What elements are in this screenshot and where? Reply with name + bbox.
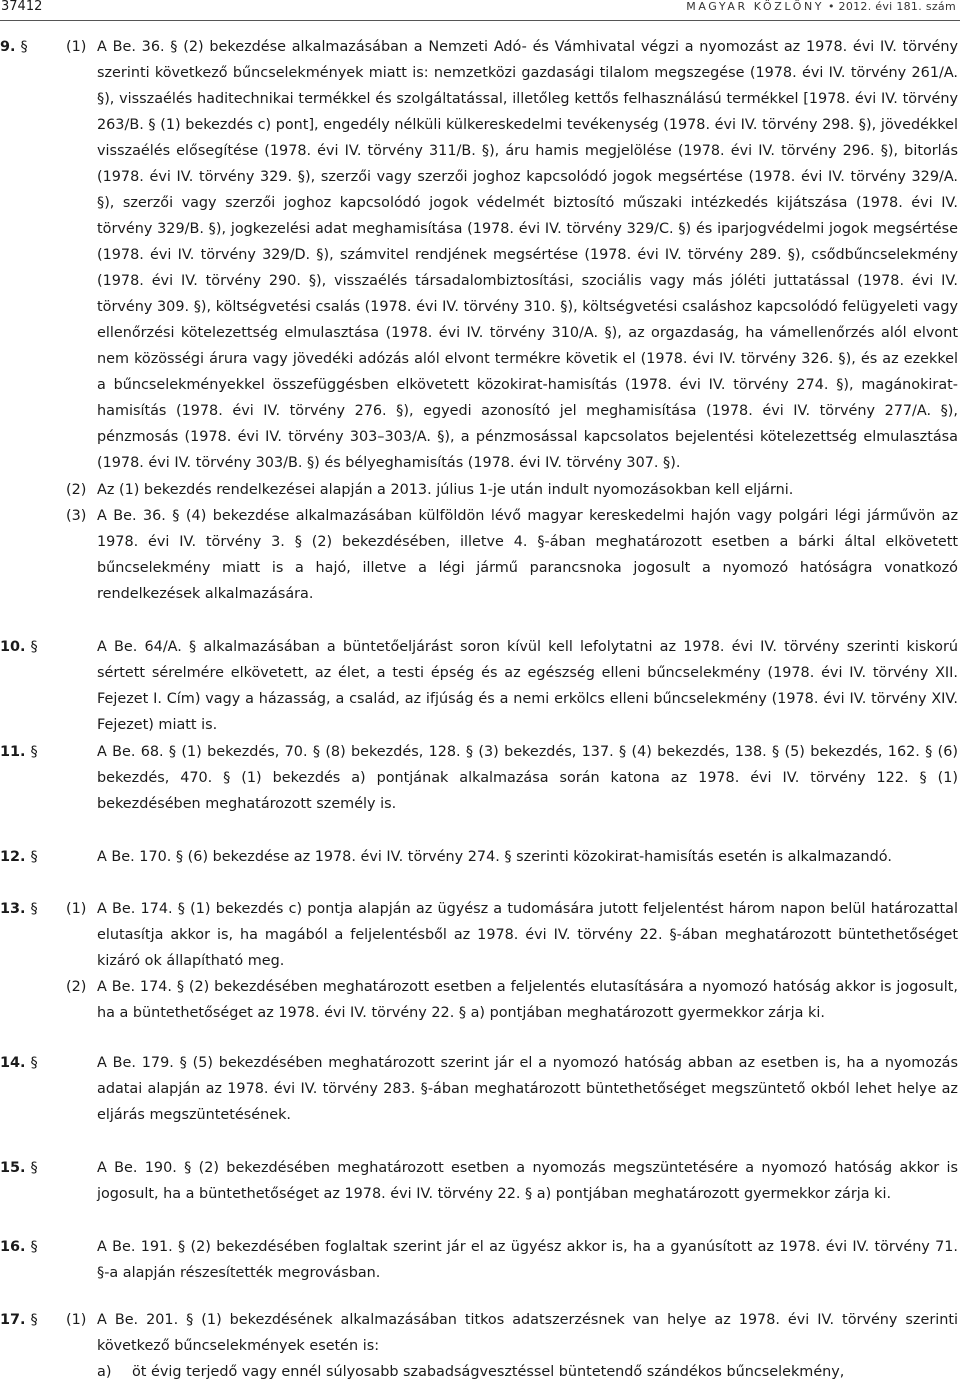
section-text: A Be. 179. § (5) bekezdésében meghatározott szerint jár el a nyomozó hatóság abban az esetben is, ha a nyomozás adatai alapján az 1978. évi IV. törvény 283. §-ában meghatározott büntethetőséget megszüntető okból lehet helye az eljárás megszüntetésének. — [97, 1055, 958, 1123]
section-number: 12. § — [0, 849, 38, 865]
section-text: A Be. 190. § (2) bekezdésében meghatározott esetben a nyomozás megszüntetésére a nyomozó hatóság akkor is jogosult, ha a büntethetőséget az 1978. évi IV. törvény 22. § a) pontjában meghatározott gyermekkor zárja ki. — [97, 1160, 958, 1202]
journal-title: MAGYAR KÖZLÖNY — [686, 0, 825, 13]
page-header — [0, 0, 960, 24]
section-number: 16. § — [0, 1239, 38, 1255]
section-number: 14. § — [0, 1055, 38, 1071]
subsection-label: (3) — [66, 508, 87, 524]
subsection-text: A Be. 36. § (2) bekezdése alkalmazásában a Nemzeti Adó- és Vámhivatal végzi a nyomozást az 1978. évi IV. törvény szerinti következő bűncselekmények miatt is: nemzetközi gazdasági tilalom megszegése (1978. évi IV. törvény 261/A. §), visszaélés haditechnikai termékkel és szolgáltatással, illetőleg kettős felhasználású termékkel [1978. évi IV. törvény 263/B. § (1) bekezdés c) pont], engedély nélküli külkereskedelmi tevékenység (1978. évi IV. törvény 298. §), jövedékkel visszaélés elősegítése (1978. évi IV. törvény 311/B. §), áru hamis megjelölése (1978. évi IV. törvény 296. §), bitorlás (1978. évi IV. törvény 329. §), szerzői vagy szerzői joghoz kapcsolódó jogok megsértése (1978. évi IV. törvény 329/A. §), szerzői vagy szerzői joghoz kapcsolódó jogok védelmét biztosító műszaki intézkedés kijátszása (1978. évi IV. törvény 329/B. §), jogkezelési adat meghamisítása (1978. évi IV. törvény 329/C. §) és iparjogvédelmi jogok megsértése (1978. évi IV. törvény 329/D. §), számvitel rendjének megsértése (1978. évi IV. törvény 289. §), csődbűncselekmény (1978. évi IV. törvény 290. §), visszaélés társadalombiztosítási, szociális vagy más jóléti juttatással (1978. évi IV. törvény 309. §), költségvetési csalás (1978. évi IV. törvény 310. §), költségvetési csaláshoz kapcsolódó felügyeleti vagy ellenőrzési kötelezettség elmulasztása (1978. évi IV. törvény 310/A. §), az orgazdaság, ha vámellenőrzés alól elvont nem közösségi árura vagy jövedéki adózás alól elvont termékre követik el (1978. évi IV. törvény 326. §), és az ezekkel a bűncselekményekkel összefüggésben elkövetett közokirat-hamisítás (1978. évi IV. törvény 274. §), magánokirat-hamisítás (1978. évi IV. törvény 276. §), egyedi azonosító jel meghamisítása (1978. évi IV. törvény 277/A. §), pénzmosás (1978. évi IV. törvény 303–303/A. §), a pénzmosással kapcsolatos bejelentési kötelezettség elmulasztása (1978. évi IV. törvény 303/B. §) és bélyeghamisítás (1978. évi IV. törvény 307. §). — [97, 39, 958, 471]
journal-meta: • 2012. évi 181. szám — [827, 0, 956, 13]
section-text: A Be. 68. § (1) bekezdés, 70. § (8) bekezdés, 128. § (3) bekezdés, 137. § (4) bekezdés, 138. § (5) bekezdés, 162. § (6) bekezdés, 470. § (1) bekezdés a) pontjának alkalmazása során katona az 1978. évi IV. törvény 122. § (1) bekezdésében meghatározott személy is. — [97, 744, 958, 812]
subsection-label: (1) — [66, 39, 87, 55]
subsection-text: A Be. 201. § (1) bekezdésének alkalmazásában titkos adatszerzésnek van helye az 1978. évi IV. törvény szerinti következő bűncselekmények esetén is: — [97, 1312, 958, 1354]
section-number: 13. § — [0, 901, 38, 917]
section-number: 11. § — [0, 744, 38, 760]
item-text: öt évig terjedő vagy ennél súlyosabb szabadságvesztéssel büntetendő szándékos bűncselekmény, — [132, 1364, 845, 1380]
section-number: 10. § — [0, 639, 38, 655]
running-head — [686, 0, 956, 20]
subsection-text: A Be. 174. § (2) bekezdésében meghatározott esetben a feljelentés elutasítására a nyomozó hatóság akkor is jogosult, ha a büntethetőséget az 1978. évi IV. törvény 22. § a) pontjában meghatározott gyermekkor zárja ki. — [97, 979, 958, 1021]
item-letter: a) — [97, 1364, 112, 1380]
section-text: A Be. 170. § (6) bekezdése az 1978. évi IV. törvény 274. § szerinti közokirat-hamisítás esetén is alkalmazandó. — [97, 849, 892, 865]
section-text: A Be. 64/A. § alkalmazásában a büntetőeljárást soron kívül kell lefolytatni az 1978. évi IV. törvény szerinti kiskorú sértett sérelmére elkövetett, az élet, a testi épség és az egészség elleni bűncselekmény (1978. évi IV. törvény XII. Fejezet I. Cím) vagy a házasság, a család, az ifjúság és a nemi erkölcs elleni bűncselekmény (1978. évi IV. törvény XIV. Fejezet) miatt is. — [97, 639, 958, 733]
subsection-label: (2) — [66, 979, 87, 995]
section-number: 17. § — [0, 1312, 38, 1328]
section-number: 9. § — [0, 39, 28, 55]
header-rule — [0, 20, 960, 21]
subsection-text: A Be. 36. § (4) bekezdése alkalmazásában külföldön lévő magyar kereskedelmi hajón vagy polgári légi járművön az 1978. évi IV. törvény 3. § (2) bekezdésében, illetve 4. §-ában meghatározott esetben a bárki által elkövetett bűncselekmény miatt is a hajó, illetve a légi jármű parancsnoka jogosult a nyomozó hatóságra vonatkozó rendelkezések alkalmazására. — [97, 508, 958, 602]
section-number: 15. § — [0, 1160, 38, 1176]
subsection-label: (1) — [66, 901, 87, 917]
subsection-text: Az (1) bekezdés rendelkezései alapján a 2013. július 1-je után indult nyomozásokban kell eljárni. — [97, 482, 794, 498]
subsection-label: (1) — [66, 1312, 87, 1328]
section-text: A Be. 191. § (2) bekezdésében foglaltak szerint jár el az ügyész akkor is, ha a gyanúsított az 1978. évi IV. törvény 71. §-a alapján részesítették megrovásban. — [97, 1239, 958, 1281]
subsection-text: A Be. 174. § (1) bekezdés c) pontja alapján az ügyész a tudomására jutott feljelentést három napon belül határozattal elutasítja akkor is, ha magából a feljelentésből az 1978. évi IV. törvény 22. §-ában meghatározott büntethetőséget kizáró ok állapítható meg. — [97, 901, 958, 969]
page-number: 37412 — [1, 0, 43, 14]
subsection-label: (2) — [66, 482, 87, 498]
